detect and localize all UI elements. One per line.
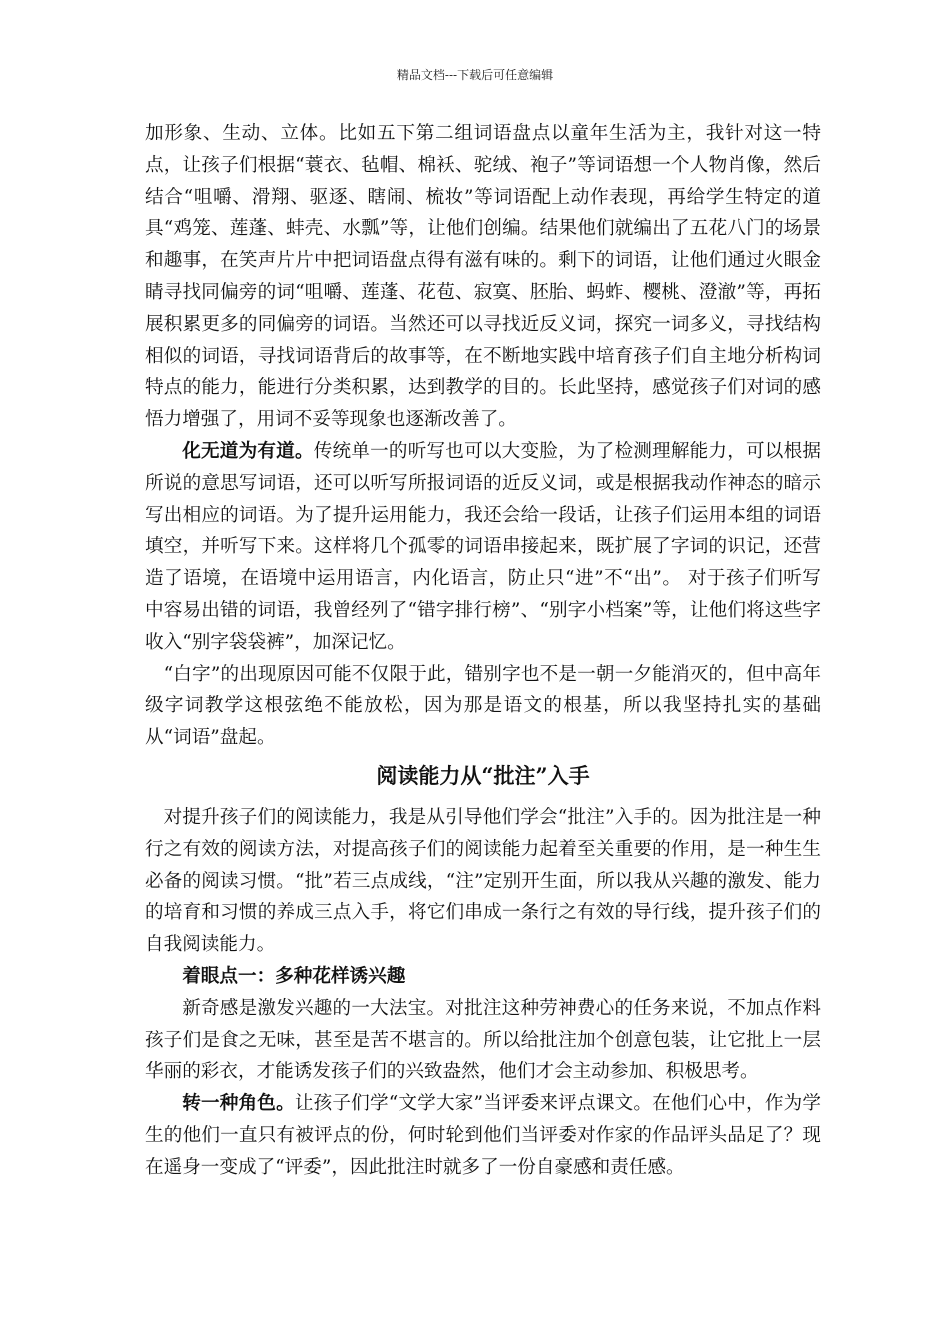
document-body xyxy=(145,118,821,1184)
subheading: 着眼点一：多种花样诱兴趣 xyxy=(182,965,406,987)
section-title: 阅读能力从“批注”入手 xyxy=(376,762,590,788)
paragraph-3: “白字”的出现原因可能不仅限于此，错别字也不是一朝一夕能消灭的，但中高年级字词教学这根弦绝不能放松，因为那是语文的根基，所以我坚持扎实的基础从“词语”盘起。 xyxy=(145,663,821,749)
paragraph-6 xyxy=(145,1088,821,1183)
paragraph-6-lead: 转一种角色。 xyxy=(182,1093,295,1115)
paragraph-2 xyxy=(145,436,821,659)
paragraph-2-lead: 化无道为有道。 xyxy=(182,440,314,462)
paragraph-4: 对提升孩子们的阅读能力，我是从引导他们学会“批注”入手的。因为批注是一种行之有效的阅读方法，对提高孩子们的阅读能力起着至关重要的作用，是一种生生必备的阅读习惯。“批”若三点成线，“注”定别开生面，所以我从兴趣的激发、能力的培育和习惯的养成三点入手，将它们串成一条行之有效的导行线，提升孩子们的自我阅读能力。 xyxy=(145,806,821,956)
paragraph-1: 加形象、生动、立体。比如五下第二组词语盘点以童年生活为主，我针对这一特点，让孩子们根据“蓑衣、毡帽、棉袄、驼绒、袍子”等词语想一个人物肖像，然后结合“咀嚼、滑翔、驱逐、瞎闹、梳妆”等词语配上动作表现，再给学生特定的道具“鸡笼、莲蓬、蚌壳、水瓢”等，让他们创编。结果他们就编出了五花八门的场景和趣事，在笑声片片中把词语盘点得有滋有味的。剩下的词语，让他们通过火眼金睛寻找同偏旁的词“咀嚼、莲蓬、花苞、寂寞、胚胎、蚂蚱、樱桃、澄澈”等，再拓展积累更多的同偏旁的词语。当然还可以寻找近反义词，探究一词多义，寻找结构相似的词语，寻找词语背后的故事等，在不断地实践中培育孩子们自主地分析构词特点的能力，能进行分类积累，达到教学的目的。长此坚持，感觉孩子们对词的感悟力增强了，用词不妥等现象也逐渐改善了。 xyxy=(145,123,821,431)
paragraph-6-text: 让孩子们学“文学大家”当评委来评点课文。在他们心中，作为学生的他们一直只有被评点的份，何时轮到他们当评委对作家的作品评头品足了？现在遥身一变成了“评委”，因此批注时就多了一份自豪感和责任感。 xyxy=(145,1093,821,1178)
paragraph-2-text: 传统单一的听写也可以大变脸，为了检测理解能力，可以根据所说的意思写词语，还可以听写所报词语的近反义词，或是根据我动作神态的暗示写出相应的词语。为了提升运用能力，我还会给一段话，让孩子们运用本组的词语填空，并听写下来。这样将几个孤零的词语串接起来，既扩展了字词的识记，还营造了语境，在语境中运用语言，内化语言，防止只“进”不“出”。 对于孩子们听写中容易出错的词语，我曾经列了“错字排行榜”、“别字小档案”等，让他们将这些字收入“别字袋袋裤”，加深记忆。 xyxy=(145,440,821,653)
paragraph-5: 新奇感是激发兴趣的一大法宝。对批注这种劳神费心的任务来说，不加点作料孩子们是食之无味，甚至是苦不堪言的。所以给批注加个创意包装，让它批上一层华丽的彩衣，才能诱发孩子们的兴致盎然，他们才会主动参加、积极思考。 xyxy=(145,997,821,1083)
page-header: 精品文档---下载后可任意编辑 xyxy=(396,68,554,82)
